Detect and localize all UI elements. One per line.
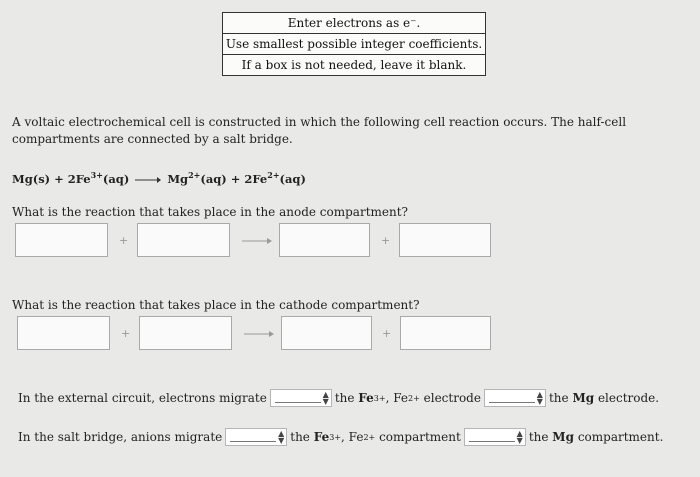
anode-plus-2: + (381, 234, 391, 247)
intro-text: A voltaic electrochemical cell is constructed in which the following cell reaction occurs. The half-cell compartments are connected by a salt bridge. (12, 115, 627, 146)
anode-reactant-2[interactable] (137, 223, 230, 257)
cathode-plus-2: + (382, 327, 392, 340)
external-direction-select-1[interactable] (270, 389, 332, 407)
cathode-product-1[interactable] (281, 316, 372, 350)
cathode-reactant-2[interactable] (139, 316, 232, 350)
external-direction-select-2[interactable] (484, 389, 546, 407)
anode-arrow-icon (242, 236, 272, 246)
instruction-electrons: Enter electrons as e⁻. (223, 13, 485, 34)
spinner-icon: ▲ ▼ (516, 429, 523, 445)
spinner-icon: ▲ ▼ (278, 429, 285, 445)
spinner-icon: ▲ ▼ (536, 390, 543, 406)
cathode-reactant-1[interactable] (17, 316, 110, 350)
cathode-arrow-icon (244, 329, 274, 339)
spinner-icon: ▲ ▼ (322, 390, 329, 406)
anode-question: What is the reaction that takes place in the anode compartment? (12, 205, 408, 219)
instruction-blank: If a box is not needed, leave it blank. (241, 58, 467, 72)
anode-reactant-1[interactable] (15, 223, 108, 257)
salt-bridge-select-2[interactable] (464, 428, 526, 446)
anode-product-1[interactable] (279, 223, 370, 257)
anode-plus-1: + (119, 234, 129, 247)
external-circuit-sentence: In the external circuit, electrons migrate ▲ ▼ the Fe 3+ , Fe 2+ electrode ▲ ▼ the Mg electrode. (18, 390, 660, 406)
cell-reaction: $Mg(s) + 2Fe^{3+}(aq) Mg^{2+}(aq) + 2Fe^{2+}(aq)$ (12, 170, 306, 186)
reaction-arrow-icon (135, 176, 161, 184)
salt-bridge-select-1[interactable] (225, 428, 287, 446)
salt-bridge-sentence: In the salt bridge, anions migrate ▲ ▼ the Fe 3+ , Fe 2+ compartment ▲ ▼ the Mg compartment. (18, 429, 664, 445)
cathode-question: What is the reaction that takes place in the cathode compartment? (12, 298, 420, 312)
instructions-box (222, 12, 486, 76)
cathode-plus-1: + (121, 327, 131, 340)
instruction-coefficients: Use smallest possible integer coefficients. (223, 34, 485, 55)
cathode-product-2[interactable] (400, 316, 491, 350)
anode-product-2[interactable] (399, 223, 491, 257)
